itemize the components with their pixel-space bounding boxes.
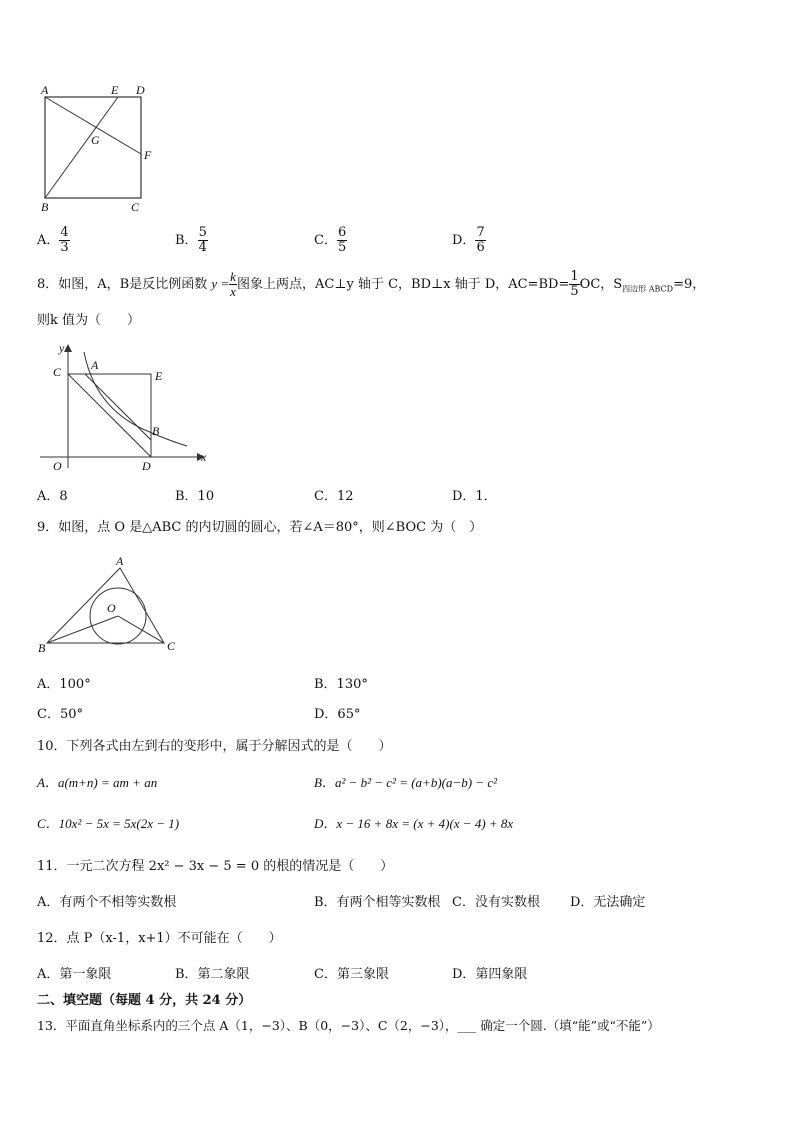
label-O: O: [107, 601, 116, 615]
label-B: B: [38, 641, 46, 655]
label-A: A: [116, 554, 124, 568]
q12-option-a: A．第一象限: [37, 967, 112, 982]
label-C: C: [167, 639, 176, 653]
q11-option-b: B．有两个相等实数根: [314, 895, 441, 910]
q8-option-d: D．1．: [452, 489, 497, 504]
q9-option-c: C．50°: [37, 707, 83, 722]
q12-option-c: C．第三象限: [314, 967, 389, 982]
q9-option-b: B．130°: [314, 677, 368, 692]
label-D: D: [142, 459, 151, 473]
section-heading: 二、填空题（每题 4 分，共 24 分）: [37, 993, 252, 1008]
q10-option-a: A．a(m+n) = am + an: [37, 775, 158, 790]
q12-option-d: D．第四象限: [452, 967, 528, 982]
label-A: A: [91, 358, 99, 372]
q8-option-a: A．8: [37, 489, 68, 504]
label-C: C: [53, 365, 62, 379]
q10-option-d: D．x − 16 + 8x = (x + 4)(x − 4) + 8x: [314, 816, 514, 831]
q7-option-c: C． $\frac{6}{5}$: [314, 225, 347, 255]
label-G: G: [91, 133, 100, 147]
q9-figure: [30, 552, 190, 660]
label-D: D: [136, 83, 145, 97]
q7-option-a: A． $\frac{4}{3}$: [37, 225, 69, 255]
label-B: B: [152, 424, 160, 438]
label-y: y: [59, 341, 65, 355]
q10-question: 10．下列各式由左到右的变形中，属于分解因式的是（ ）: [37, 739, 392, 754]
q11-option-a: A．有两个不相等实数根: [37, 895, 177, 910]
q8-option-b: B．10: [175, 489, 215, 504]
q7-figure: [30, 80, 170, 215]
q7-option-b: B． $\frac{5}{4}$: [175, 225, 207, 255]
q10-option-c: C．10x² − 5x = 5x(2x − 1): [37, 816, 180, 831]
q8-question: 8．如图，A，B是反比例函数 y = $\frac{k}{x}$ 图象上两点，AC⊥y 轴于 C，BD⊥x 轴于 D，AC=BD= $\frac{1}{5}$ OC，$S_{四边形 ABCD}=9$，: [37, 269, 706, 299]
q8-question-line2: 则k 值为（ ）: [37, 313, 141, 328]
label-F: F: [144, 148, 152, 162]
q11-option-d: D．无法确定: [570, 895, 646, 910]
q13-question: 13．平面直角坐标系内的三个点 A（1，−3）、B（0，−3）、C（2，−3），___ 确定一个圆.（填“能”或“不能”）: [37, 1018, 660, 1033]
q9-question: 9．如图，点 O 是△ABC 的内切圆的圆心，若∠A＝80°，则∠BOC 为（ ）: [37, 520, 483, 535]
q8-figure: [35, 340, 215, 475]
q11-question: 11．一元二次方程 2x² − 3x − 5 = 0 的根的情况是（ ）: [37, 859, 394, 874]
label-E: E: [111, 83, 119, 97]
q8-option-c: C．12: [314, 489, 354, 504]
q9-option-a: A．100°: [37, 677, 91, 692]
q12-option-b: B．第二象限: [175, 967, 250, 982]
label-B: B: [41, 200, 49, 214]
label-C: C: [131, 200, 140, 214]
q10-option-b: B．a² − b² − c² = (a+b)(a−b) − c²: [314, 775, 498, 790]
q12-question: 12．点 P（x-1，x+1）不可能在（ ）: [37, 931, 282, 946]
label-O: O: [53, 459, 62, 473]
label-E: E: [155, 369, 163, 383]
label-x: x: [201, 450, 207, 464]
label-A: A: [41, 83, 49, 97]
q11-option-c: C．没有实数根: [452, 895, 540, 910]
q9-option-d: D．65°: [314, 707, 361, 722]
q7-option-d: D． $\frac{7}{6}$: [452, 225, 485, 255]
